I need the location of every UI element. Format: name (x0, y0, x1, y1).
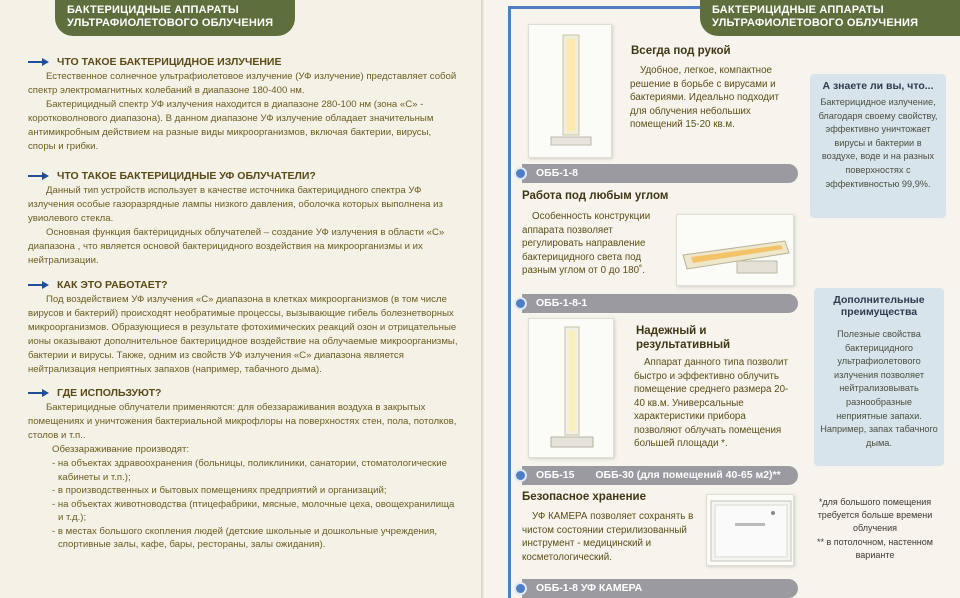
paragraph: Данный тип устройств использует в качестве источника бактерицидного спектра УФ излучения особые газоразрядные лампы низкого давления, оболочка которых выполнена из увиолевого стекла. (28, 185, 443, 224)
model-name: ОББ-15 (536, 469, 575, 481)
section-what-are-irradiators (28, 170, 458, 268)
heading-text: ЧТО ТАКОЕ БАКТЕРИЦИДНОЕ ИЗЛУЧЕНИЕ (57, 56, 282, 68)
section-how-it-works (28, 279, 458, 377)
footnote: ** в потолочном, настенном варианте (817, 537, 933, 560)
heading-line-icon (28, 284, 42, 286)
section-heading (28, 56, 458, 68)
model-label-bar (522, 579, 798, 598)
product-description: Удобное, легкое, компактное решение в борьбе с вирусами и бактериями. Идеально подходит для облучения небольших помещений 15-20 кв.м. (630, 65, 779, 130)
banner-line-2: УЛЬТРАФИОЛЕТОВОГО ОБЛУЧЕНИЯ (67, 17, 274, 29)
header-banner-left (55, 0, 295, 36)
product-photo-uv-camera (706, 494, 794, 566)
heading-arrow-icon (42, 281, 49, 289)
lamp-angled-icon (677, 215, 795, 287)
paragraph: Под воздействием УФ излучения «С» диапазона в клетках микроорганизмов (в том числе вирусов и бактерий) происходят необратимые процессы, вызывающие гибель болезнетворных микроорганизмов. Образующиеся в результате фотохимических реакций озон и отрицательные ионы оказывают дополнительное бактерицидное воздействие на облучаемые микроорганизмы, бактерии и вирусы. Также, одним из свойств УФ излучения «С» диапазона является нейтрализация неприятных запахов (например, табачного дыма). (28, 294, 458, 375)
section-heading (28, 387, 458, 399)
model-name: ОББ-1-8 УФ КАМЕРА (536, 582, 643, 594)
uv-camera-box-icon (707, 495, 795, 567)
model-label-bar (522, 466, 798, 485)
product-title-line-2: результативный (636, 339, 731, 351)
heading-line-icon (28, 175, 42, 177)
right-page (484, 0, 960, 598)
model-label-bar (522, 164, 798, 183)
model-name-secondary: ОББ-30 (для помещений 40-65 м2)** (595, 469, 781, 481)
section-where-used (28, 387, 458, 552)
banner-line-1: БАКТЕРИЦИДНЫЕ АППАРАТЫ (712, 4, 884, 16)
product-photo-obb-15 (528, 318, 614, 458)
product-description: УФ КАМЕРА позволяет сохранять в чистом состоянии стерилизованный инструмент - медицинский и косметологический. (522, 511, 694, 563)
extra-benefits-box (814, 288, 944, 466)
banner-line-1: БАКТЕРИЦИДНЫЕ АППАРАТЫ (67, 4, 239, 16)
footnote: *для большого помещения требуется больше времени облучения (817, 497, 933, 533)
paragraph: Бактерицидный спектр УФ излучения находится в диапазоне 280-100 нм (зона «С» - коротковолнового диапазона). В данном диапазоне УФ излучение обладает значительным антимикробным действием на разные виды микроорганизмов, включая бактерии, вирусы, споры и грибки. (28, 99, 434, 152)
heading-line-icon (28, 392, 42, 394)
product-title (636, 324, 730, 352)
model-label-bar (522, 294, 798, 313)
heading-text: ГДЕ ИСПОЛЬЗУЮТ? (57, 387, 162, 399)
bullet-icon (514, 167, 527, 180)
heading-arrow-icon (42, 172, 49, 180)
paragraph: Обеззараживание производят: (52, 444, 190, 455)
paragraph: Основная функция бактерицидных облучателей – создание УФ излучения в области «С» диапазона , что является основой бактерицидного воздействия на микроорганизмы и их нейтрализации. (28, 227, 445, 266)
product-photo-obb-1-8-1 (676, 214, 794, 286)
lamp-vertical-icon (529, 25, 613, 159)
box-heading-line-1: Дополнительные (833, 294, 925, 306)
heading-arrow-icon (42, 389, 49, 397)
banner-line-2: УЛЬТРАФИОЛЕТОВОГО ОБЛУЧЕНИЯ (712, 17, 919, 29)
section-heading (28, 279, 458, 291)
box-heading-line-2: преимущества (840, 306, 918, 318)
lamp-standing-icon (529, 319, 615, 459)
product-description: Особенность конструкции аппарата позволяет регулировать направление бактерицидного света под разным углом от 0 до 180˚. (522, 211, 651, 276)
product-photo-obb-1-8 (528, 24, 612, 158)
heading-arrow-icon (42, 58, 49, 66)
section-what-is-radiation (28, 56, 458, 154)
product-title-line-1: Надежный и (636, 325, 707, 337)
list-item: - на объектах здравоохранения (больницы, поликлиники, санатории, стоматологические кабинеты и т.п.); (52, 458, 447, 483)
section-heading (28, 170, 458, 182)
paragraph: Бактерицидные облучатели применяются: для обеззараживания воздуха в закрытых помещениях и уничтожения бактериальной микрофлоры на поверхностях стен, пола, потолков, столов и т.п.. (28, 402, 457, 441)
heading-text: КАК ЭТО РАБОТАЕТ? (57, 279, 168, 291)
bullet-icon (514, 469, 527, 482)
box-text: Полезные свойства бактерицидного ультрафиолетового излучения позволяет нейтрализовывать разнообразные неприятные запахи. Например, запах табачного дыма. (820, 329, 938, 448)
list-item: - в производственных и бытовых помещениях предприятий и организаций; (52, 485, 387, 496)
paragraph: Естественное солнечное ультрафиолетовое излучение (УФ излучение) представляет собой спектр электромагнитных колебаний в диапазоне 180-400 нм. (28, 71, 457, 96)
product-description: Аппарат данного типа позволит быстро и эффективно облучить помещение среднего размера 20-40 кв.м. Универсальные характеристики прибора позволяют облучать помещения большей площади *. (634, 357, 789, 449)
bullet-icon (514, 297, 527, 310)
model-name: ОББ-1-8-1 (536, 297, 588, 309)
box-text: Бактерицидное излучение, благодаря своему свойству, эффективно уничтожает вирусы и бактерии в воздухе, воде и на разных поверхностях с эффективностью 99,9%. (818, 97, 938, 189)
bullet-icon (514, 582, 527, 595)
box-heading: А знаете ли вы, что... (822, 80, 934, 92)
heading-line-icon (28, 61, 42, 63)
product-title: Всегда под рукой (631, 45, 731, 57)
frame-top-line (508, 6, 703, 9)
list-item: - в местах большого скопления людей (детские школьные и дошкольные учреждения, спортивные залы, кафе, бары, рестораны, залы ожидания). (52, 525, 438, 550)
heading-text: ЧТО ТАКОЕ БАКТЕРИЦИДНЫЕ УФ ОБЛУЧАТЕЛИ? (57, 170, 316, 182)
product-title: Безопасное хранение (522, 491, 646, 503)
product-title: Работа под любым углом (522, 190, 669, 202)
did-you-know-box (810, 74, 946, 218)
header-banner-right (700, 0, 960, 36)
frame-left-line (508, 6, 511, 598)
list-item: - на объектах животноводства (птицефабрики, мясные, молочные цеха, овощехранилища и т.д.); (52, 498, 455, 523)
model-name: ОББ-1-8 (536, 167, 578, 179)
